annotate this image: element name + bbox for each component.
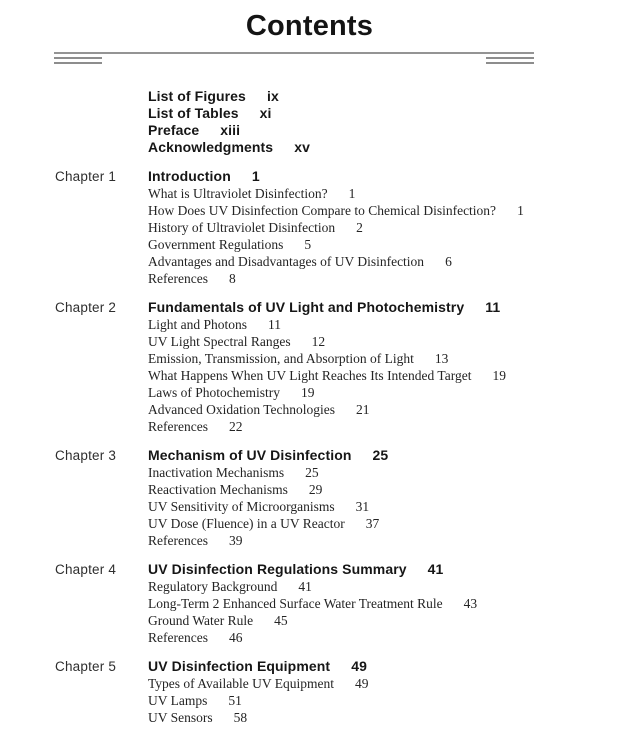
- chapter-5-content: [148, 658, 619, 726]
- section-entry: [148, 595, 619, 612]
- front-matter-entry-page-number: ix: [266, 87, 279, 104]
- section-entry-page-number: 12: [311, 333, 326, 349]
- section-entry-text: Long-Term 2 Enhanced Surface Water Treatment Rule: [148, 595, 443, 611]
- chapter-title-entry-page-number: 41: [427, 560, 444, 577]
- front-matter-entry-page-number: xi: [259, 104, 272, 121]
- chapter-title-entry-page-number: 11: [485, 298, 501, 315]
- chapter-title-entry: [148, 561, 619, 578]
- chapter-title-entry-text: Introduction: [148, 167, 231, 184]
- section-entry-text: References: [148, 418, 208, 434]
- chapter-2-label: Chapter 2: [55, 299, 117, 315]
- chapter-title-entry-text: Mechanism of UV Disinfection: [148, 446, 352, 463]
- chapter-4-block: [55, 561, 619, 646]
- chapter-3-label: Chapter 3: [55, 447, 117, 463]
- chapter-title-entry-text: UV Disinfection Equipment: [148, 657, 331, 674]
- front-matter-entry-text: Preface: [148, 121, 200, 138]
- front-matter-entry-page-number: xiii: [220, 121, 241, 138]
- chapter-title-entry: [148, 168, 619, 185]
- section-entry-text: References: [148, 532, 208, 548]
- header-rule-left-1: [54, 57, 102, 59]
- section-entry-text: Reactivation Mechanisms: [148, 481, 288, 497]
- page-title: Contents: [245, 10, 374, 42]
- chapter-1-content: [148, 168, 619, 287]
- section-entry-text: Advanced Oxidation Technologies: [148, 401, 336, 417]
- section-entry-text: How Does UV Disinfection Compare to Chemical Disinfection?: [148, 202, 497, 218]
- front-matter-block: [55, 88, 619, 156]
- chapter-1-block: [55, 168, 619, 287]
- section-entry: [148, 401, 619, 418]
- section-entry: [148, 333, 619, 350]
- chapter-2-content: [148, 299, 619, 435]
- chapter-1-label: Chapter 1: [55, 168, 117, 184]
- section-entry-page-number: 46: [228, 629, 243, 645]
- front-matter-entry-text: List of Figures: [148, 87, 246, 104]
- header-rule-left-2: [54, 62, 102, 64]
- front-matter-entry: [148, 88, 619, 105]
- header-rule-long: [54, 52, 534, 54]
- chapter-4-label: Chapter 4: [55, 561, 117, 577]
- section-entry-page-number: 49: [355, 675, 369, 691]
- section-entry-page-number: 19: [492, 367, 506, 383]
- section-entry-text: What Happens When UV Light Reaches Its Intended Target: [148, 367, 472, 383]
- front-matter-entry-text: List of Tables: [148, 104, 239, 121]
- section-entry: [148, 384, 619, 401]
- header-rule-right-2: [486, 62, 534, 64]
- section-entry-text: History of Ultraviolet Disinfection: [148, 219, 336, 235]
- section-entry-text: UV Light Spectral Ranges: [148, 333, 291, 349]
- section-entry: [148, 464, 619, 481]
- section-entry-text: References: [148, 629, 208, 645]
- section-entry: [148, 270, 619, 287]
- section-entry-text: Light and Photons: [148, 316, 248, 332]
- chapter-title-entry-page-number: 25: [372, 446, 389, 463]
- section-entry: [148, 367, 619, 384]
- section-entry-page-number: 11: [268, 316, 282, 332]
- chapter-title-entry: [148, 299, 619, 316]
- section-entry-text: Ground Water Rule: [148, 612, 254, 628]
- front-matter-entry-page-number: xv: [294, 138, 310, 155]
- chapter-title-entry: [148, 447, 619, 464]
- section-entry-text: Inactivation Mechanisms: [148, 464, 285, 480]
- section-entry-page-number: 5: [304, 236, 312, 252]
- header-rule-ornament: [54, 52, 534, 66]
- section-entry-page-number: 51: [228, 692, 242, 708]
- header-rule-right-1: [486, 57, 534, 59]
- section-entry-page-number: 37: [365, 515, 380, 531]
- front-matter-entry-text: Acknowledgments: [148, 138, 274, 155]
- section-entry-text: Government Regulations: [148, 236, 284, 252]
- section-entry: [148, 236, 619, 253]
- section-entry-text: Regulatory Background: [148, 578, 278, 594]
- section-entry-text: UV Dose (Fluence) in a UV Reactor: [148, 515, 345, 531]
- chapter-title-entry: [148, 658, 619, 675]
- front-matter-entry: [148, 122, 619, 139]
- section-entry: [148, 578, 619, 595]
- section-entry: [148, 532, 619, 549]
- section-entry-page-number: 43: [463, 595, 478, 611]
- section-entry: [148, 629, 619, 646]
- section-entry-text: UV Sensors: [148, 709, 213, 725]
- section-entry-page-number: 29: [308, 481, 323, 497]
- section-entry-text: UV Lamps: [148, 692, 208, 708]
- section-entry-text: References: [148, 270, 208, 286]
- front-matter-entry: [148, 105, 619, 122]
- chapter-2-block: [55, 299, 619, 435]
- front-matter-label: [55, 88, 148, 156]
- chapter-3-block: [55, 447, 619, 549]
- section-entry-text: Laws of Photochemistry: [148, 384, 280, 400]
- section-entry-page-number: 21: [356, 401, 370, 417]
- toc: [55, 88, 619, 726]
- section-entry-page-number: 6: [445, 253, 452, 269]
- section-entry-page-number: 8: [228, 270, 236, 286]
- section-entry: [148, 253, 619, 270]
- section-entry: [148, 481, 619, 498]
- section-entry-page-number: 2: [356, 219, 363, 235]
- section-entry-page-number: 1: [348, 185, 356, 201]
- section-entry-page-number: 13: [434, 350, 449, 366]
- section-entry-text: Emission, Transmission, and Absorption of Light: [148, 350, 414, 366]
- chapter-5-label: Chapter 5: [55, 658, 117, 674]
- front-matter-content: [148, 88, 619, 156]
- section-entry-page-number: 39: [228, 532, 243, 548]
- section-entry: [148, 219, 619, 236]
- section-entry-page-number: 31: [355, 498, 370, 514]
- section-entry: [148, 515, 619, 532]
- chapter-title-entry-page-number: 49: [351, 657, 367, 674]
- section-entry: [148, 692, 619, 709]
- chapter-title-entry-text: Fundamentals of UV Light and Photochemistry: [148, 298, 465, 315]
- front-matter-entry: [148, 139, 619, 156]
- section-entry-text: What is Ultraviolet Disinfection?: [148, 185, 328, 201]
- section-entry-page-number: 22: [228, 418, 243, 434]
- chapter-title-entry-text: UV Disinfection Regulations Summary: [148, 560, 407, 577]
- chapter-4-content: [148, 561, 619, 646]
- section-entry: [148, 675, 619, 692]
- section-entry: [148, 185, 619, 202]
- section-entry: [148, 316, 619, 333]
- chapter-3-content: [148, 447, 619, 549]
- section-entry-page-number: 19: [300, 384, 315, 400]
- section-entry: [148, 350, 619, 367]
- section-entry-page-number: 41: [298, 578, 312, 594]
- section-entry: [148, 202, 619, 219]
- section-entry-text: Types of Available UV Equipment: [148, 675, 335, 691]
- section-entry: [148, 418, 619, 435]
- section-entry: [148, 612, 619, 629]
- section-entry-page-number: 25: [305, 464, 319, 480]
- section-entry: [148, 709, 619, 726]
- chapter-title-entry-page-number: 1: [251, 167, 260, 184]
- section-entry-page-number: 45: [274, 612, 288, 628]
- chapter-5-block: [55, 658, 619, 726]
- section-entry-text: UV Sensitivity of Microorganisms: [148, 498, 335, 514]
- section-entry-page-number: 58: [233, 709, 248, 725]
- section-entry-text: Advantages and Disadvantages of UV Disinfection: [148, 253, 425, 269]
- section-entry: [148, 498, 619, 515]
- section-entry-page-number: 1: [517, 202, 524, 218]
